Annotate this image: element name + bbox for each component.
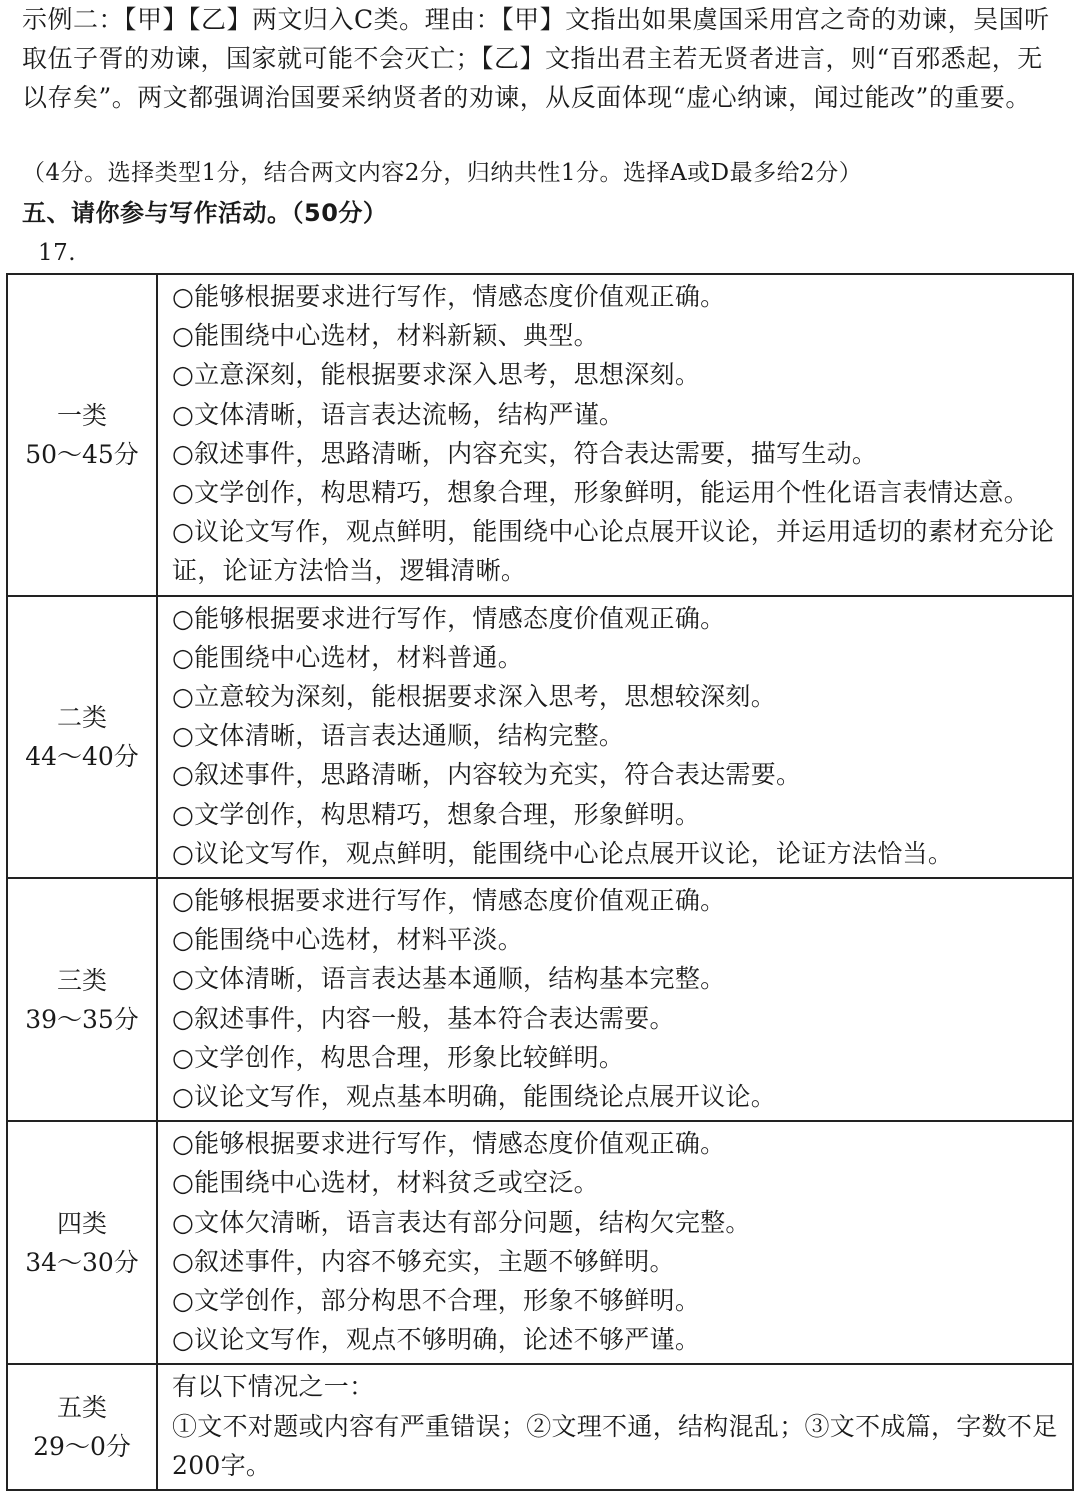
criteria-item: ○文学创作，构思合理，形象比较鲜明。 xyxy=(172,1042,625,1072)
criteria-item: ○文学创作，构思精巧，想象合理，形象鲜明。 xyxy=(172,799,701,829)
criteria-item: ○能围绕中心选材，材料普通。 xyxy=(172,642,524,672)
rubric-row-1 xyxy=(7,274,1073,596)
grade-range: 44～40分 xyxy=(25,741,139,771)
grade-range: 29～0分 xyxy=(33,1432,131,1462)
criteria-cell xyxy=(157,1364,1073,1490)
criteria-item: 有以下情况之一： xyxy=(172,1372,375,1402)
rubric-row-5 xyxy=(7,1364,1073,1490)
example-paragraph: 示例二：【甲】【乙】两文归入C类。理由：【甲】文指出如果虞国采用宫之奇的劝谏，吴国听取伍子胥的劝谏，国家就可能不会灭亡；【乙】文指出君主若无贤者进言，则“百邪悉起，无以存矣”。两文都强调治国要采纳贤者的劝谏，从反面体现“虚心纳谏，闻过能改”的重要。 xyxy=(22,5,1050,112)
grade-cell xyxy=(7,274,157,596)
scoring-rubric-table xyxy=(6,273,1074,1491)
criteria-item: ○能围绕中心选材，材料平淡。 xyxy=(172,925,524,955)
criteria-item: ○能够根据要求进行写作，情感态度价值观正确。 xyxy=(172,1129,726,1159)
rubric-row-3 xyxy=(7,878,1073,1121)
criteria-item: ○叙述事件，思路清晰，内容较为充实，符合表达需要。 xyxy=(172,760,802,790)
criteria-item: ○议论文写作，观点鲜明，能围绕中心论点展开议论，论证方法恰当。 xyxy=(172,838,954,868)
criteria-item: ○议论文写作，观点不够明确，论述不够严谨。 xyxy=(172,1325,701,1355)
criteria-cell xyxy=(157,596,1073,878)
grade-label: 四类 xyxy=(56,1208,107,1238)
criteria-cell xyxy=(157,1121,1073,1364)
criteria-item: ○能够根据要求进行写作，情感态度价值观正确。 xyxy=(172,282,726,311)
grade-label: 一类 xyxy=(56,400,107,430)
criteria-item: ○议论文写作，观点基本明确，能围绕论点展开议论。 xyxy=(172,1082,777,1112)
criteria-item: ○立意较为深刻，能根据要求深入思考，思想较深刻。 xyxy=(172,682,777,712)
criteria-item: ○文体欠清晰，语言表达有部分问题，结构欠完整。 xyxy=(172,1207,751,1237)
grade-label: 二类 xyxy=(56,702,107,732)
criteria-item: ○文体清晰，语言表达通顺，结构完整。 xyxy=(172,721,625,751)
criteria-item: ○文学创作，部分构思不合理，形象不够鲜明。 xyxy=(172,1286,701,1316)
criteria-item: ○文体清晰，语言表达流畅，结构严谨。 xyxy=(172,399,625,429)
grade-cell xyxy=(7,878,157,1121)
grade-cell xyxy=(7,596,157,878)
criteria-item: ○叙述事件，思路清晰，内容充实，符合表达需要，描写生动。 xyxy=(172,438,878,468)
grade-cell xyxy=(7,1121,157,1364)
criteria-cell xyxy=(157,274,1073,596)
question-number: 17. xyxy=(38,240,77,266)
section-heading: 五、请你参与写作活动。（50分） xyxy=(22,199,388,227)
criteria-cell xyxy=(157,878,1073,1121)
criteria-item: ○叙述事件，内容不够充实，主题不够鲜明。 xyxy=(172,1246,675,1276)
criteria-item: ○立意深刻，能根据要求深入思考，思想深刻。 xyxy=(172,360,701,390)
criteria-item: ○能围绕中心选材，材料新颖、典型。 xyxy=(172,321,599,351)
criteria-item: ○文学创作，构思精巧，想象合理，形象鲜明，能运用个性化语言表情达意。 xyxy=(172,478,1030,508)
grade-range: 39～35分 xyxy=(25,1004,139,1034)
criteria-item: ○文体清晰，语言表达基本通顺，结构基本完整。 xyxy=(172,964,726,994)
grade-label: 五类 xyxy=(56,1393,107,1423)
criteria-item: ○能围绕中心选材，材料贫乏或空泛。 xyxy=(172,1168,599,1198)
grade-label: 三类 xyxy=(56,965,107,995)
grade-range: 34～30分 xyxy=(25,1247,139,1277)
criteria-item: ○叙述事件，内容一般，基本符合表达需要。 xyxy=(172,1003,675,1033)
rubric-row-2 xyxy=(7,596,1073,878)
rubric-row-4 xyxy=(7,1121,1073,1364)
criteria-item: ○能够根据要求进行写作，情感态度价值观正确。 xyxy=(172,886,726,916)
grade-range: 50～45分 xyxy=(25,439,139,469)
grade-cell xyxy=(7,1364,157,1490)
scoring-note: （4分。选择类型1分，结合两文内容2分，归纳共性1分。选择A或D最多给2分） xyxy=(22,160,863,186)
criteria-item: ①文不对题或内容有严重错误；②文理不通，结构混乱；③文不成篇，字数不足200字。 xyxy=(172,1411,1058,1480)
criteria-item: ○能够根据要求进行写作，情感态度价值观正确。 xyxy=(172,603,726,633)
criteria-item: ○议论文写作，观点鲜明，能围绕中心论点展开议论，并运用适切的素材充分论证，论证方法恰当，逻辑清晰。 xyxy=(172,517,1055,586)
